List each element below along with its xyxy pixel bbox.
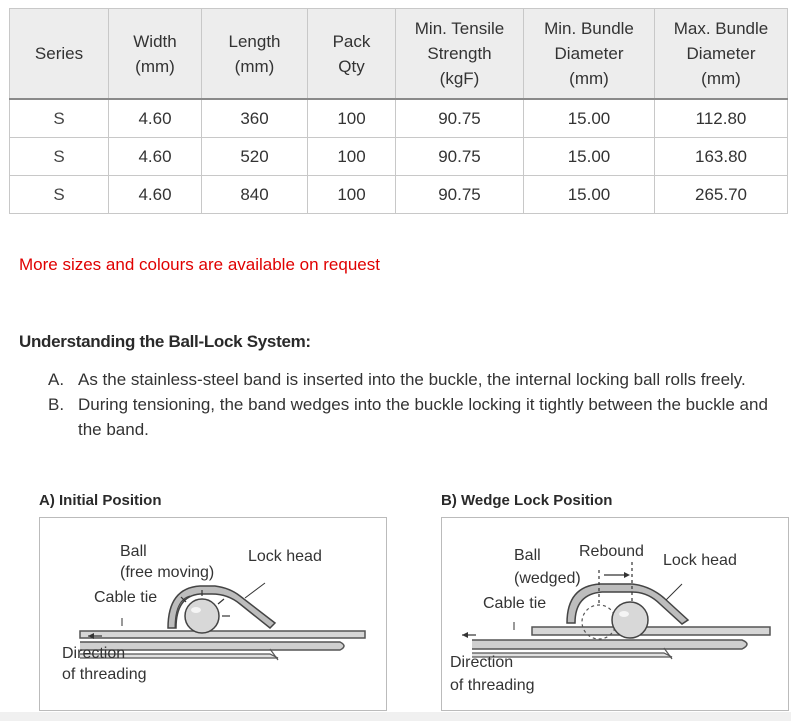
series-cell: S	[10, 99, 109, 138]
column-header-line: Strength	[427, 44, 492, 63]
column-header	[109, 9, 202, 100]
step-letter: A.	[48, 370, 65, 389]
table-cell: 15.00	[524, 176, 655, 214]
availability-note: More sizes and colours are available on request	[19, 255, 380, 274]
table-cell: 15.00	[524, 99, 655, 138]
column-header-line: Max. Bundle	[673, 19, 769, 38]
diagram-a-title: A) Initial Position	[39, 492, 162, 509]
series-cell: S	[10, 138, 109, 176]
diagram-a-panel	[39, 517, 387, 711]
step-letter: B.	[48, 395, 65, 414]
table-row	[10, 99, 788, 138]
column-header	[202, 9, 308, 100]
ball-state-label: (wedged)	[514, 570, 581, 587]
column-header-line: (mm)	[569, 69, 609, 88]
step-text: As the stainless-steel band is inserted into the buckle, the internal locking ball rolls freely.	[78, 370, 746, 389]
cable-tie-label: Cable tie	[483, 595, 547, 612]
column-header	[396, 9, 524, 100]
column-header	[10, 9, 109, 100]
table-cell: 112.80	[655, 99, 788, 138]
table-cell: 100	[308, 138, 396, 176]
column-header-line: (mm)	[701, 69, 741, 88]
column-header-line: Min. Tensile	[414, 19, 505, 38]
column-header-line: Diameter	[554, 44, 624, 63]
table-cell: 100	[308, 99, 396, 138]
spec-table	[9, 8, 788, 214]
cable-tie-label: Cable tie	[94, 589, 158, 606]
table-header-row	[10, 9, 788, 100]
lock-head-label: Lock head	[248, 548, 322, 565]
table-cell: 265.70	[655, 176, 788, 214]
table-cell: 360	[202, 99, 308, 138]
table-cell: 4.60	[109, 138, 202, 176]
ball-label: Ball	[120, 543, 147, 560]
column-header-line: (mm)	[135, 56, 175, 76]
column-header-line: Diameter	[686, 44, 756, 63]
column-header-line: Length	[228, 31, 281, 51]
table-cell: 163.80	[655, 138, 788, 176]
rebound-label: Rebound	[579, 543, 644, 560]
direction-label: Direction	[62, 645, 126, 662]
diagram-b-panel	[441, 517, 789, 711]
list-item	[48, 367, 778, 392]
column-header	[655, 9, 788, 100]
steps-list	[48, 367, 778, 442]
ball-state-label: (free moving)	[120, 564, 215, 581]
column-header-line: Pack	[332, 31, 371, 51]
ball-label: Ball	[514, 547, 541, 564]
threading-label: of threading	[62, 666, 147, 683]
table-cell: 90.75	[396, 138, 524, 176]
table-body	[10, 99, 788, 214]
list-item	[48, 392, 778, 442]
column-header-line: Min. Bundle	[544, 19, 634, 38]
section-title: Understanding the Ball-Lock System:	[19, 332, 311, 351]
column-header-line: Qty	[338, 56, 365, 76]
threading-label: of threading	[450, 677, 535, 694]
table-cell: 4.60	[109, 99, 202, 138]
page-bottom-edge	[0, 712, 791, 721]
direction-label: Direction	[450, 654, 514, 671]
table-row	[10, 176, 788, 214]
table-cell: 520	[202, 138, 308, 176]
table-cell: 4.60	[109, 176, 202, 214]
table-cell: 15.00	[524, 138, 655, 176]
table-cell: 100	[308, 176, 396, 214]
column-header	[524, 9, 655, 100]
column-header-line: Width	[133, 31, 177, 51]
column-header-line: Series	[34, 44, 84, 63]
column-header-line: (kgF)	[439, 69, 480, 88]
table-row	[10, 138, 788, 176]
table-cell: 90.75	[396, 176, 524, 214]
diagram-b-title: B) Wedge Lock Position	[441, 492, 613, 509]
lock-head-label: Lock head	[663, 552, 737, 569]
table-cell: 90.75	[396, 99, 524, 138]
column-header	[308, 9, 396, 100]
series-cell: S	[10, 176, 109, 214]
step-text: During tensioning, the band wedges into the buckle locking it tightly between the buckle and the band.	[78, 395, 768, 439]
column-header-line: (mm)	[234, 56, 275, 76]
table-cell: 840	[202, 176, 308, 214]
